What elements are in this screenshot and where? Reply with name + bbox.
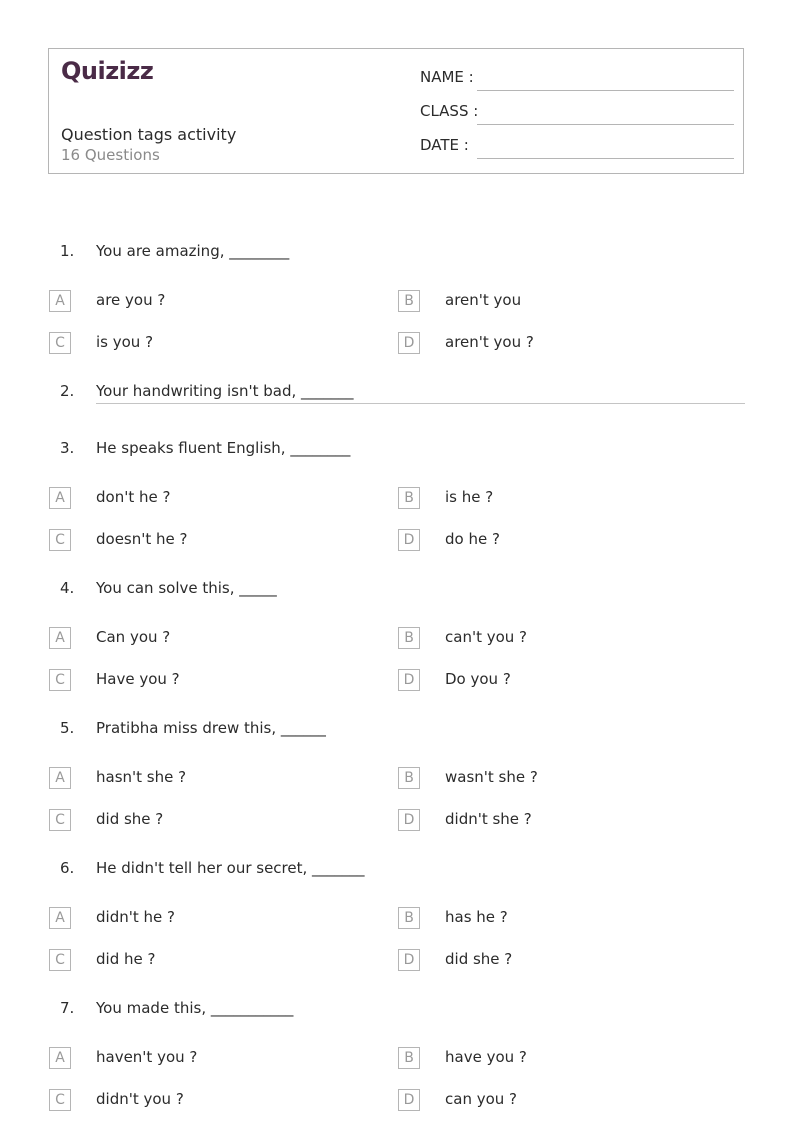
quizizz-logo: Quizizz — [61, 57, 154, 85]
question-text: You are amazing, ________ — [96, 242, 290, 260]
option-d-box[interactable]: D — [398, 332, 420, 354]
option-d-text[interactable]: Do you ? — [445, 670, 511, 688]
option-a-box[interactable]: A — [49, 627, 71, 649]
option-c-text[interactable]: didn't you ? — [96, 1090, 184, 1108]
option-c-box[interactable]: C — [49, 529, 71, 551]
option-b-text[interactable]: aren't you — [445, 291, 522, 309]
option-b-box[interactable]: B — [398, 767, 420, 789]
date-label: DATE : — [420, 136, 469, 154]
option-b-box[interactable]: B — [398, 290, 420, 312]
option-d-text[interactable]: aren't you ? — [445, 333, 534, 351]
option-a-box[interactable]: A — [49, 487, 71, 509]
option-d-text[interactable]: didn't she ? — [445, 810, 532, 828]
option-b-box[interactable]: B — [398, 627, 420, 649]
option-d-box[interactable]: D — [398, 1089, 420, 1111]
option-c-box[interactable]: C — [49, 332, 71, 354]
option-b-text[interactable]: is he ? — [445, 488, 494, 506]
option-d-text[interactable]: do he ? — [445, 530, 500, 548]
question-number: 4. — [60, 579, 75, 597]
option-d-text[interactable]: did she ? — [445, 950, 513, 968]
option-c-text[interactable]: doesn't he ? — [96, 530, 188, 548]
class-label: CLASS : — [420, 102, 479, 120]
date-field[interactable] — [420, 136, 734, 160]
option-c-box[interactable]: C — [49, 809, 71, 831]
option-c-text[interactable]: Have you ? — [96, 670, 180, 688]
option-b-text[interactable]: have you ? — [445, 1048, 527, 1066]
question-number: 6. — [60, 859, 75, 877]
option-c-text[interactable]: did she ? — [96, 810, 164, 828]
option-a-box[interactable]: A — [49, 767, 71, 789]
option-d-box[interactable]: D — [398, 949, 420, 971]
option-c-box[interactable]: C — [49, 669, 71, 691]
worksheet-header — [48, 48, 744, 174]
class-line[interactable] — [477, 124, 734, 125]
question-text: You can solve this, _____ — [96, 579, 277, 597]
name-field[interactable] — [420, 68, 734, 92]
question-number: 7. — [60, 999, 75, 1017]
option-d-text[interactable]: can you ? — [445, 1090, 518, 1108]
question-text: He speaks fluent English, ________ — [96, 439, 351, 457]
option-b-text[interactable]: can't you ? — [445, 628, 528, 646]
option-a-box[interactable]: A — [49, 1047, 71, 1069]
option-b-box[interactable]: B — [398, 907, 420, 929]
question-number: 3. — [60, 439, 75, 457]
option-b-box[interactable]: B — [398, 1047, 420, 1069]
question-text: You made this, ___________ — [96, 999, 294, 1017]
option-d-box[interactable]: D — [398, 809, 420, 831]
option-d-box[interactable]: D — [398, 669, 420, 691]
option-a-box[interactable]: A — [49, 290, 71, 312]
option-b-box[interactable]: B — [398, 487, 420, 509]
option-d-box[interactable]: D — [398, 529, 420, 551]
worksheet-title: Question tags activity — [61, 125, 237, 144]
option-a-text[interactable]: haven't you ? — [96, 1048, 198, 1066]
class-field[interactable] — [420, 102, 734, 126]
option-c-box[interactable]: C — [49, 949, 71, 971]
option-b-text[interactable]: has he ? — [445, 908, 508, 926]
option-a-text[interactable]: didn't he ? — [96, 908, 175, 926]
question-text: Your handwriting isn't bad, _______ — [96, 382, 354, 400]
question-text: Pratibha miss drew this, ______ — [96, 719, 326, 737]
question-number: 5. — [60, 719, 75, 737]
option-a-text[interactable]: don't he ? — [96, 488, 171, 506]
option-a-box[interactable]: A — [49, 907, 71, 929]
option-a-text[interactable]: Can you ? — [96, 628, 171, 646]
option-c-text[interactable]: did he ? — [96, 950, 156, 968]
option-b-text[interactable]: wasn't she ? — [445, 768, 538, 786]
name-line[interactable] — [477, 90, 734, 91]
date-line[interactable] — [477, 158, 734, 159]
name-label: NAME : — [420, 68, 474, 86]
option-a-text[interactable]: hasn't she ? — [96, 768, 187, 786]
option-c-box[interactable]: C — [49, 1089, 71, 1111]
question-number: 2. — [60, 382, 75, 400]
answer-line[interactable] — [96, 403, 745, 404]
question-count: 16 Questions — [61, 146, 160, 164]
option-a-text[interactable]: are you ? — [96, 291, 166, 309]
option-c-text[interactable]: is you ? — [96, 333, 154, 351]
question-text: He didn't tell her our secret, _______ — [96, 859, 365, 877]
question-number: 1. — [60, 242, 75, 260]
